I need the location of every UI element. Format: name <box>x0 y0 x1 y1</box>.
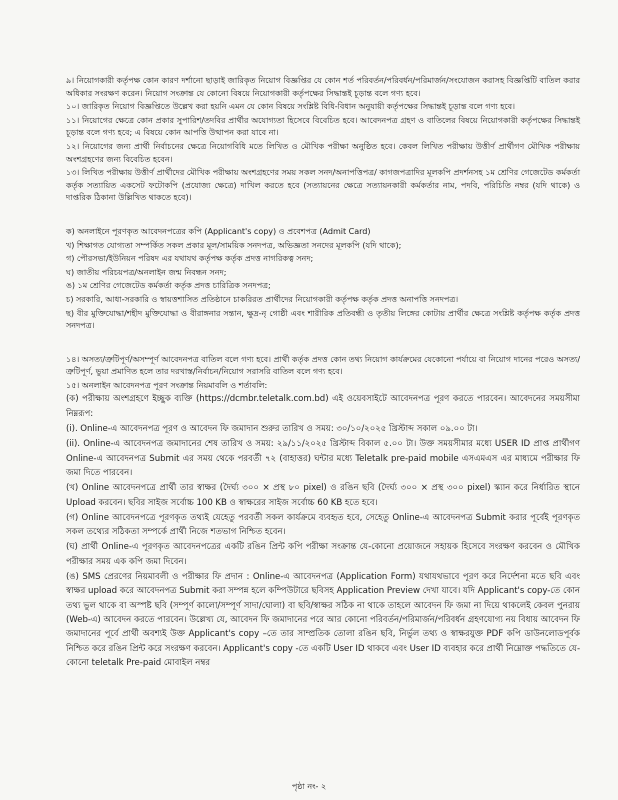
paragraph: (খ) Online আবেদনপত্রে প্রার্থী তার স্বাক্ষর (দৈর্ঘ্য ৩০০ × প্রস্থ ৮০ pixel) ও রঙিন ছবি (দৈর্ঘ্য ৩০০ × প্রস্থ ৩০০ pixel) স্ক্যান করে নির্ধারিত স্থানে Upload করবেন। ছবির সাইজ সর্বোচ্চ 100 KB ও স্বাক্ষরের সাইজ সর্বোচ্চ 60 KB হতে হবে। <box>66 483 580 508</box>
paragraph: (i). Online-এ আবেদনপত্র পূরণ ও আবেদন ফি জমাদান শুরুর তারিখ ও সময়: ৩০/১০/২০২৫ খ্রিস্টাব্দ সকাল ০৯.০০ টা। <box>66 424 478 435</box>
page-number: পৃষ্ঠা নং- ২ <box>291 782 327 791</box>
paragraph: গ) পৌরসভা/ইউনিয়ন পরিষদ এর যথাযথ কর্তৃপক্ষ কর্তৃক প্রদত্ত নাগরিকত্ব সনদ; <box>66 253 314 264</box>
paragraph: (ঘ) প্রার্থী Online-এ পূরণকৃত আবেদনপত্রের একটি রঙিন প্রিন্ট কপি পরীক্ষা সংক্রান্ত যে-কোনো প্রয়োজনে সহায়ক হিসেবে সংরক্ষণ করবেন ও মৌখিক পরীক্ষার সময় এক কপি জমা দিবেন। <box>66 542 580 567</box>
paragraph: ছ) বীর মুক্তিযোদ্ধা/শহীদ মুক্তিযোদ্ধা ও বীরাঙ্গনার সন্তান, ক্ষুদ্র-নৃ গোষ্ঠী এবং শারীরিক প্রতিবন্ধী ও তৃতীয় লিঙ্গের কোটায় প্রার্থীর ক্ষেত্রে সংশ্লিষ্ট কর্তৃপক্ষ কর্তৃক প্রদত্ত সনদপত্র। <box>66 307 580 331</box>
paragraph: ১৪। অসত্য/ত্রুটিপূর্ণ/অসম্পূর্ণ আবেদনপত্র বাতিল বলে গণ্য হবে। প্রার্থী কর্তৃক প্রদত্ত কোন তথ্য নিয়োগ কার্যক্রমের যেকোনো পর্যায়ে বা নিয়োগ দানের পরেও অসত্য/ত্রুটিপূর্ণ, ভুয়া প্রমাণিত হলে তার দরখাস্ত/নির্বাচন/নিয়োগ সরাসরি বাতিল বলে গণ্য হবে। <box>66 353 580 377</box>
paragraph: ঘ) জাতীয় পরিচয়পত্র/অনলাইন জন্ম নিবন্ধন সনদ; <box>66 266 227 277</box>
online-application-rules <box>66 392 580 670</box>
paragraph: ঙ) ১ম শ্রেণির গেজেটেড কর্মকর্তা কর্তৃক প্রদত্ত চারিত্রিক সনদপত্র; <box>66 280 271 291</box>
paragraph: ক) অনলাইনে পূরণকৃত আবেদনপত্রের কপি (Applicant's copy) ও প্রবেশপত্র (Admit Card) <box>66 225 371 236</box>
paragraph: খ) শিক্ষাগত যোগ্যতা সম্পর্কিত সকল প্রকার মূল/সাময়িক সনদপত্র, অভিজ্ঞতা সনদের মূলকপি (যদি থাকে); <box>66 239 402 250</box>
paragraph: ১০। জারিকৃত নিয়োগ বিজ্ঞপ্তিতে উল্লেখ করা হয়নি এমন যে কোন বিষয়ে সংশ্লিষ্ট বিধি-বিধান অনুযায়ী কর্তৃপক্ষের সিদ্ধান্তই চূড়ান্ত বলে গণ্য হবে। <box>66 101 515 112</box>
paragraph: চ) সরকারি, আধা-সরকারি ও স্বায়ত্তশাসিত প্রতিষ্ঠানে চাকরিরত প্রার্থীদের নিয়োগকারী কর্তৃপক্ষ কর্তৃক প্রদত্ত অনাপত্তি সনদপত্র। <box>66 293 459 304</box>
paragraph: (গ) Online আবেদনপত্রে পূরণকৃত তথ্যই যেহেতু পরবর্তী সকল কার্যক্রমে ব্যবহৃত হবে, সেহেতু Online-এ আবেদনপত্র Submit করার পূর্বেই পূরণকৃত সকল তথ্যের সঠিকতা সম্পর্কে প্রার্থী নিজে শতভাগ নিশ্চিত হবেন। <box>66 512 580 538</box>
paragraph: ১৩। লিখিত পরীক্ষায় উত্তীর্ণ প্রার্থীদের মৌখিক পরীক্ষায় অংশগ্রহণের সময় সকল সনদ/অনাপত্তিপত্র/ কাগজপত্রাদির মূলকপি প্রদর্শনসহ ১ম শ্রেণির গেজেটেড কর্মকর্তা কর্তৃক সত্যায়িত একসেট ফটোকপি (প্রযোজ্য ক্ষেত্রে) দাখিল করতে হবে (সত্যায়নের ক্ষেত্রে সত্যায়নকারী কর্মকর্তার নাম, পদবি, পরিচিতি নম্বর (যদি থাকে) ও দাপ্তরিক ঠিকানা উল্লিখিত থাকতে হবে)। <box>66 167 580 203</box>
rules-section-9-13 <box>66 74 580 204</box>
paragraph: (ii). Online-এ আবেদনপত্র জমাদানের শেষ তারিখ ও সময়: ২৯/১১/২০২৫ খ্রিস্টাব্দ বিকাল ৫.০০ টা। উক্ত সময়সীমার মধ্যে USER ID প্রাপ্ত প্রার্থীগণ Online-এ আবেদনপত্র Submit এর সময় থেকে পরবর্তী ৭২ (বাহাত্তর) ঘন্টার মধ্যে Teletalk pre-paid mobile এসএমএস এর মাধ্যমে পরীক্ষার ফি জমা দিতে পারবেন। <box>66 439 580 478</box>
paragraph: (ক) পরীক্ষায় অংশগ্রহণে ইচ্ছুক ব্যক্তি (https://dcmbr.teletalk.com.bd) এই ওয়েবসাইটে আবেদনপত্র পূরণ করতে পারবেন। আবেদনের সময়সীমা নিম্নরূপ: <box>66 394 580 419</box>
paragraph: ১২। নিয়োগের জন্য প্রার্থী নির্বাচনের ক্ষেত্রে নিয়োগবিধি মতে লিখিত ও মৌখিক পরীক্ষা অনুষ্ঠিত হবে। কেবল লিখিত পরীক্ষায় উত্তীর্ণ প্রার্থীগণ মৌখিক পরীক্ষায় অংশগ্রহণের জন্য বিবেচিত হবেন। <box>66 140 580 164</box>
rules-section-14-15 <box>66 353 580 392</box>
paragraph: ১১। নিয়োগের ক্ষেত্রে কোন প্রকার সুপারিশ/তদবির প্রার্থীর অযোগ্যতা হিসেবে বিবেচিত হবে। আবেদনপত্র গ্রহণ ও বাতিলের বিষয়ে নিয়োগকারী কর্তৃপক্ষের সিদ্ধান্তই চূড়ান্ত বলে গণ্য হবে; এ বিষয়ে কোন আপত্তি উত্থাপন করা যাবে না। <box>66 114 580 138</box>
required-documents-list <box>66 225 580 332</box>
paragraph: ১৫। অনলাইন আবেদনপত্র পূরণ সংক্রান্ত নিয়মাবলি ও শর্তাবলি: <box>66 379 268 390</box>
paragraph: (ঙ) SMS প্রেরণের নিয়মাবলী ও পরীক্ষার ফি প্রদান : Online-এ আবেদনপত্র (Application Form) যথাযথভাবে পূরণ করে নির্দেশনা মতে ছবি এবং স্বাক্ষর upload করে আবেদনপত্র Submit করা সম্পন্ন হলে কম্পিউটারে ছবিসহ Application Preview দেখা যাবে। যদি Applicant's copy-তে কোন তথ্য ভুল থাকে বা অস্পষ্ট ছবি (সম্পূর্ণ কালো/সম্পূর্ণ সাদা/ঘোলা) বা ছবি/স্বাক্ষর সঠিক না থাকে তাহলে আবেদন ফি জমা না দিয়ে থাকলেই কেবল পুনরায় (Web-এ) আবেদন করতে পারবেন। উল্লেখ্য যে, আবেদন ফি জমাদানের পরে আর কোনো পরিবর্তন/পরিমার্জন/পরিবর্ধন গ্রহণযোগ্য নয় বিধায় আবেদন ফি জমাদানের পূর্বে প্রার্থী অবশ্যই উক্ত Applicant's copy –তে তার সাম্প্রতিক তোলা রঙিন ছবি, নির্ভুল তথ্য ও স্বাক্ষরযুক্ত PDF কপি ডাউনলোডপূর্বক নিশ্চিত করে রঙিন প্রিন্ট করে সংরক্ষণ করবেন। Applicant's copy -তে একটি User ID থাকবে এবং User ID ব্যবহার করে প্রার্থী নিম্নোক্ত পদ্ধতিতে যে-কোনো teletalk Pre-paid মোবাইল নম্বর <box>66 572 580 668</box>
paragraph: ৯। নিয়োগকারী কর্তৃপক্ষ কোন কারণ দর্শানো ছাড়াই জারিকৃত নিয়োগ বিজ্ঞপ্তির যে কোন শর্ত পরিবর্তন/পরিবর্ধন/পরিমার্জন/সংযোজন করাসহ বিজ্ঞপ্তিটি বাতিল করার অধিকার সংরক্ষণ করেন। নিয়োগ সংক্রান্ত যে কোনো বিষয়ে নিয়োগকারী কর্তৃপক্ষের সিদ্ধান্তই চূড়ান্ত বলে গণ্য হবে। <box>66 75 580 98</box>
